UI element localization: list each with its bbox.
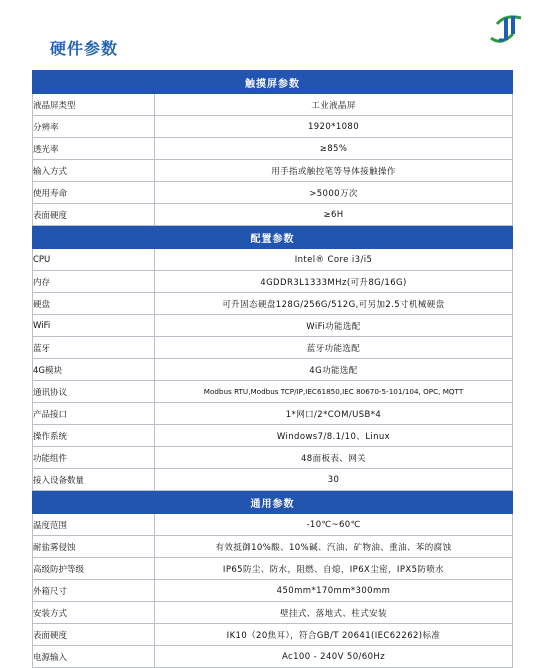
row-value: 30 [155,469,513,491]
row-value: Windows7/8.1/10、Linux [155,425,513,447]
table-row [33,646,513,668]
table-row [33,469,513,491]
row-value: 壁挂式、落地式、柱式安装 [155,602,513,624]
row-value: 可升固态硬盘128G/256G/512G,可另加2.5寸机械硬盘 [155,293,513,315]
row-value: Intel® Core i3/i5 [155,249,513,271]
table-row [33,602,513,624]
table-row [33,315,513,337]
row-label: 蓝牙 [33,337,155,359]
row-label: 操作系统 [33,425,155,447]
row-value: -10℃~60℃ [155,514,513,536]
row-label: 内存 [33,271,155,293]
row-label: 电源输入 [33,646,155,668]
row-value: 工业液晶屏 [155,94,513,116]
row-label: 通讯协议 [33,381,155,403]
row-value: 蓝牙功能选配 [155,337,513,359]
table-row [33,204,513,226]
row-label: 透光率 [33,138,155,160]
row-label: 硬盘 [33,293,155,315]
row-label: 安装方式 [33,602,155,624]
table-row [33,182,513,204]
table-row [33,536,513,558]
row-label: 4G模块 [33,359,155,381]
row-value: WiFi功能选配 [155,315,513,337]
row-label: CPU [33,249,155,271]
row-value: >5000万次 [155,182,513,204]
company-logo-icon [487,12,527,46]
row-label: 耐盐雾侵蚀 [33,536,155,558]
row-label: 使用寿命 [33,182,155,204]
row-value: 4GDDR3L1333MHz(可升8G/16G) [155,271,513,293]
table-row [33,381,513,403]
table-row [33,403,513,425]
table-row [33,514,513,536]
row-label: 接入设备数量 [33,469,155,491]
row-label: 输入方式 [33,160,155,182]
row-value: 450mm*170mm*300mm [155,580,513,602]
row-value: ≥6H [155,204,513,226]
row-value: 48面板表、网关 [155,447,513,469]
row-value: 1920*1080 [155,116,513,138]
table-row [33,425,513,447]
row-value: 用手指或触控笔等导体接触操作 [155,160,513,182]
row-value: Modbus RTU,Modbus TCP/IP,IEC61850,IEC 80670-5-101/104, OPC, MQTT [155,381,513,403]
table-row [33,624,513,646]
row-value: Ac100 - 240V 50/60Hz [155,646,513,668]
row-label: 分辨率 [33,116,155,138]
table-row [33,138,513,160]
row-label: 高级防护等级 [33,558,155,580]
page-title: 硬件参数 [50,39,119,58]
table-row [33,94,513,116]
table-row [33,337,513,359]
row-label: 表面硬度 [33,204,155,226]
row-value: 1*网口/2*COM/USB*4 [155,403,513,425]
row-value: ≥85% [155,138,513,160]
row-label: 温度范围 [33,514,155,536]
table-row [33,271,513,293]
row-label: 产品接口 [33,403,155,425]
table-row [33,249,513,271]
table-row [33,580,513,602]
table-row [33,116,513,138]
row-value: IP65防尘、防水，阻燃、自熄，IP6X尘密，IPX5防喷水 [155,558,513,580]
row-label: 表面硬度 [33,624,155,646]
row-label: 功能组件 [33,447,155,469]
table-row [33,558,513,580]
table-row [33,359,513,381]
row-value: IK10（20焦耳），符合GB/T 20641(IEC62262)标准 [155,624,513,646]
section-header-configuration: 配置参数 [33,226,513,249]
row-value: 有效抵御10%酸、10%碱、汽油、矿物油、重油、苯的腐蚀 [155,536,513,558]
section-header-general: 通用参数 [33,491,513,514]
row-label: 外箱尺寸 [33,580,155,602]
table-row [33,447,513,469]
row-label: WiFi [33,315,155,337]
row-label: 液晶屏类型 [33,94,155,116]
section-header-touchscreen: 触摸屏参数 [33,71,513,94]
spec-table [32,70,513,668]
table-row [33,293,513,315]
table-row [33,160,513,182]
row-value: 4G功能选配 [155,359,513,381]
